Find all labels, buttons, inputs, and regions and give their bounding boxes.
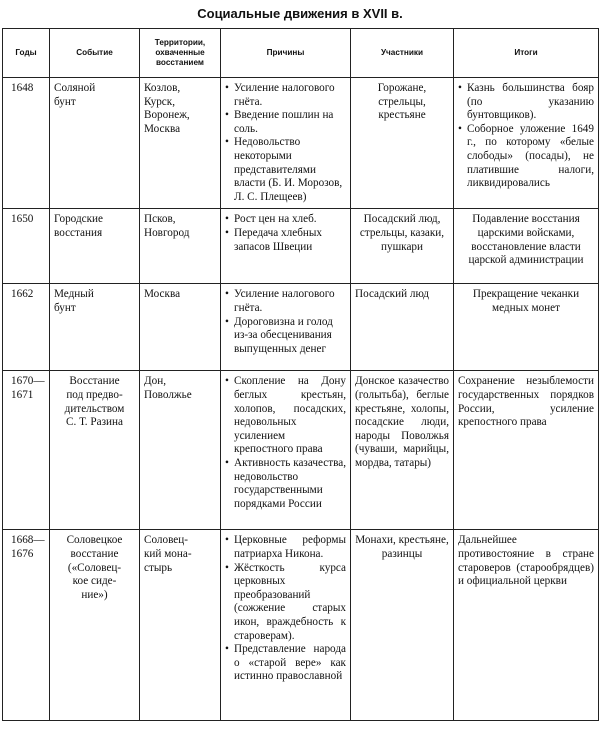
territory-cell [140,209,221,284]
table-row [3,78,599,209]
results-cell: Прекращение чеканки медных монет [454,284,599,371]
result-item: • Казнь большинства бояр (по указанию бунтовщиков). [458,82,594,123]
territory-cell [140,284,221,371]
causes-cell [221,371,351,530]
year-line: 1671 [11,388,34,401]
causes-cell [221,530,351,721]
results-cell: Сохранение незыблемости государственных порядков России, усиление крепостного права [454,371,599,530]
header-participants: Участники [351,29,454,78]
cause-item: • Передача хлебных запасов Швеции [225,227,346,254]
event-line: бунт [54,301,76,314]
territory-line: Дон, [144,375,167,388]
territory-line: Поволжье [144,388,192,401]
territory-line: Воронеж, [144,109,190,122]
participants-cell: Донское казачество (голытьба), беглые крестьяне, холопы, посадские люди, народы Поволжья (чуваши, марийцы, мордва, татары) [351,371,454,530]
causes-cell [221,284,351,371]
table-row [3,371,599,530]
event-cell [50,530,140,721]
event-line: под предво- [66,388,123,401]
event-cell [50,209,140,284]
cause-item: • Жёсткость курса церковных преобразований (сожжение старых икон, враждебность к староверам). [225,562,346,644]
event-line: Соловецкое [66,534,123,547]
cause-item: • Активность казачества, недовольство государственными порядками России [225,457,346,511]
year-cell [3,284,50,371]
year-line: 1650 [11,213,34,226]
event-line: Медный [54,288,94,301]
results-cell: Дальнейшее противостояние в стране староверов (старообрядцев) и официальной церкви [454,530,599,721]
year-line: 1648 [11,82,34,94]
table-row [3,284,599,371]
territory-cell [140,530,221,721]
territory-line: Курск, [144,95,176,108]
cause-item: • Церковные реформы патриарха Никона. [225,534,346,561]
cause-item: • Скопление на Дону беглых крестьян, холопов, посадских, недовольных усилением крепостного права [225,375,346,457]
year-line: 1668— [11,534,45,547]
results-cell [454,78,599,209]
participants-cell: Монахи, крестьяне, разинцы [351,530,454,721]
year-cell [3,209,50,284]
event-cell [50,371,140,530]
cause-item: • Рост цен на хлеб. [225,213,346,227]
event-line: кое сиде- [72,575,117,588]
header-results: Итоги [454,29,599,78]
territory-line: стырь [144,561,173,574]
territory-line: Соловец- [144,534,188,547]
event-line: С. Т. Разина [66,416,123,429]
territory-line: Москва [144,288,181,301]
header-territory: Территории, охваченные восстанием [140,29,221,78]
header-year: Годы [3,29,50,78]
header-event: Событие [50,29,140,78]
table-title: Социальные движения в XVII в. [197,6,403,21]
event-line: Городские [54,213,103,226]
cause-item: • Усиление налогового гнёта. [225,82,346,109]
event-line: восстания [54,226,103,239]
territory-line: Козлов, [144,82,181,94]
event-cell [50,78,140,209]
event-line: ние») [81,588,108,601]
header-causes: Причины [221,29,351,78]
territory-line: Псков, [144,213,176,226]
territory-line: Новгород [144,226,190,239]
year-line: 1662 [11,288,34,301]
event-line: дительством [64,402,125,415]
participants-cell: Горожане, стрельцы, крестьяне [351,78,454,209]
territory-cell [140,371,221,530]
event-line: Соляной [54,82,96,94]
cause-item: • Дороговизна и голод из-за обесценивания выпущенных денег [225,316,346,357]
event-line: восстание [70,547,119,560]
year-cell [3,530,50,721]
causes-cell [221,78,351,209]
participants-cell: Посадский люд [351,284,454,371]
year-cell [3,78,50,209]
causes-cell [221,209,351,284]
event-cell [50,284,140,371]
territory-cell [140,78,221,209]
cause-item: • Недовольство некоторыми представителями власти (Б. И. Морозов, Л. С. Плещеев) [225,136,346,204]
cause-item: • Введение пошлин на соль. [225,109,346,136]
header-row [3,29,599,78]
event-line: бунт [54,95,76,108]
event-line: Восстание [69,375,120,388]
participants-cell: Посадский люд, стрельцы, казаки, пушкари [351,209,454,284]
territory-line: Москва [144,122,181,135]
year-cell [3,371,50,530]
event-line: («Соловец- [67,561,122,574]
year-line: 1670— [11,375,45,388]
results-cell: Подавление восстания царскими войсками, восстановление власти царской администрации [454,209,599,284]
cause-item: • Усиление налогового гнёта. [225,288,346,315]
cause-item: • Представление народа о «старой вере» как истинно православной [225,643,346,684]
year-line: 1676 [11,547,34,560]
result-item: • Соборное уложение 1649 г., по которому «белые слободы» (посады), не платившие налоги, ликвидировались [458,123,594,191]
social-movements-table [2,28,599,721]
territory-line: кий мона- [144,547,192,560]
table-row [3,530,599,721]
table-row [3,209,599,284]
